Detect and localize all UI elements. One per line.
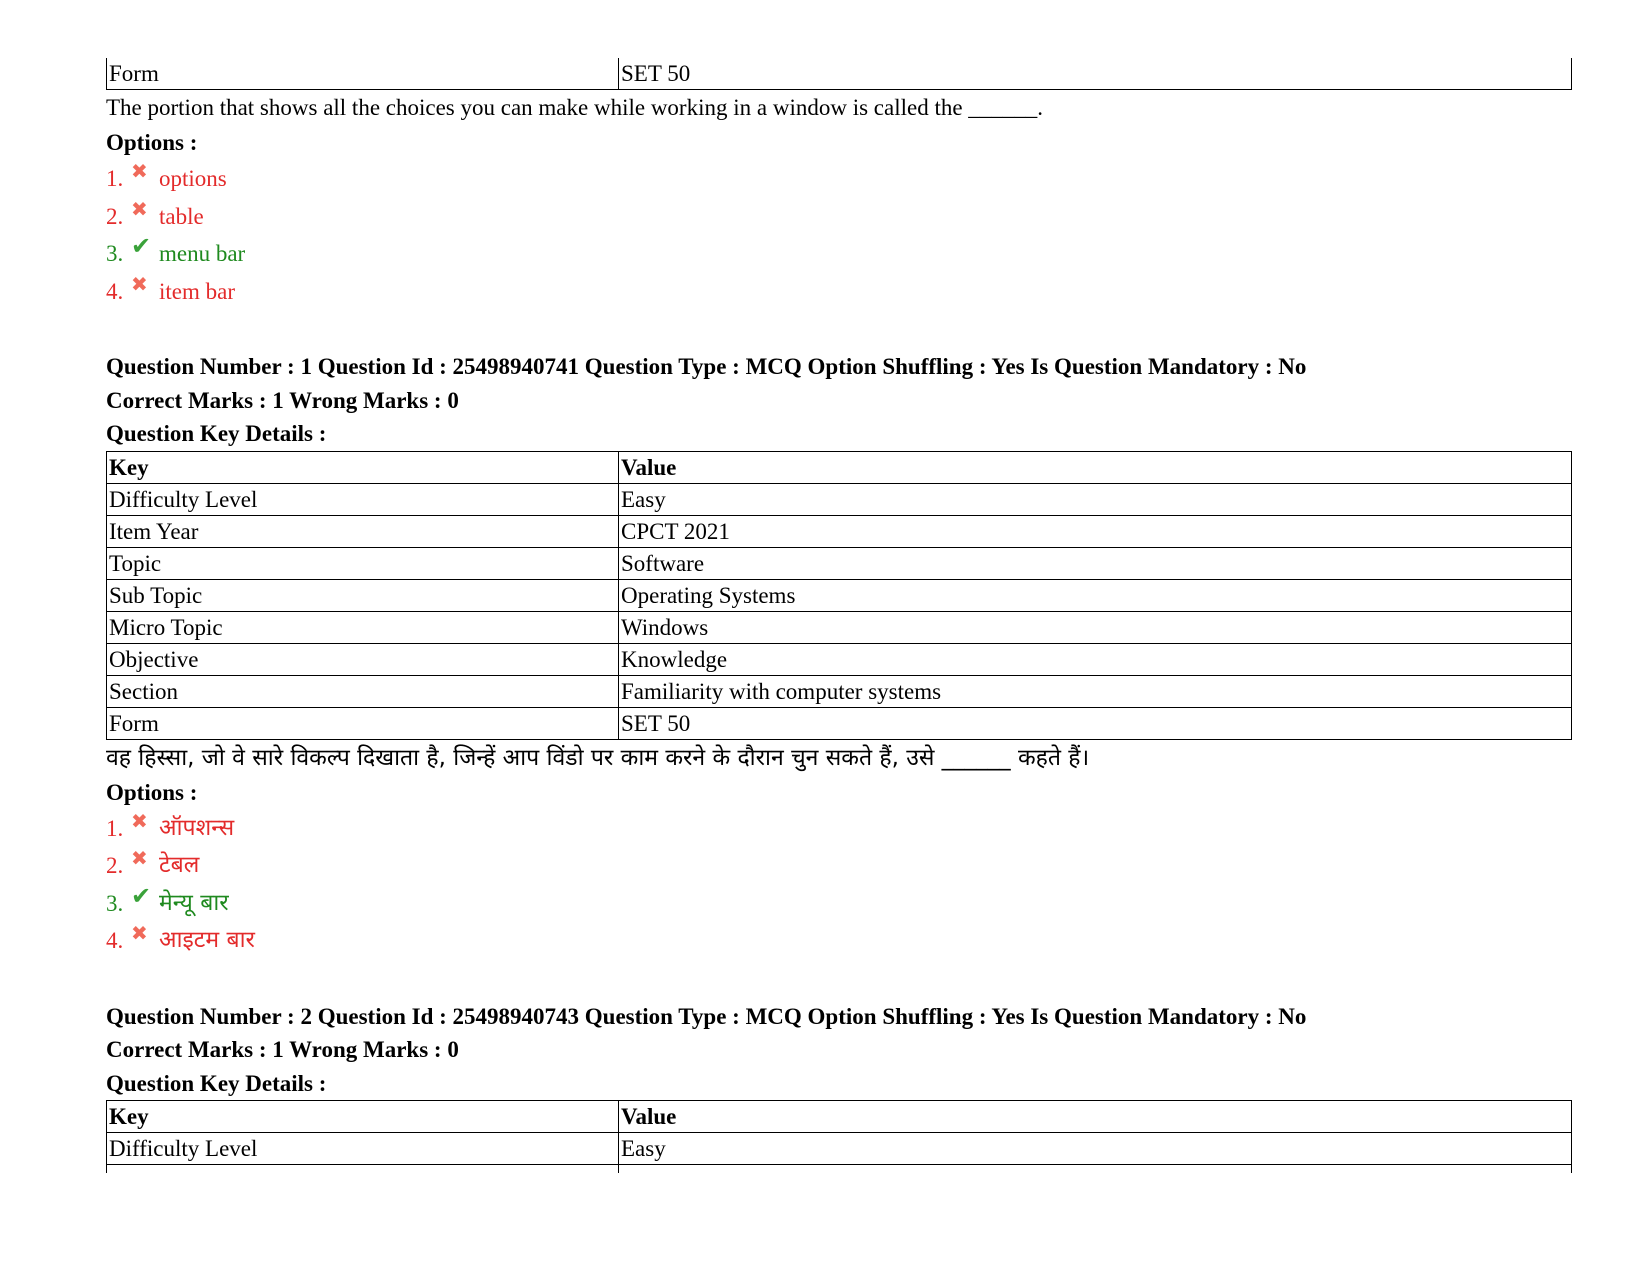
list-item xyxy=(106,885,1572,923)
table-header-row xyxy=(107,1101,1572,1133)
table-value-cell: Windows xyxy=(619,611,1572,643)
option-text: आइटम बार xyxy=(159,927,255,953)
option-number: 3. xyxy=(106,241,124,266)
question-marks: Correct Marks : 1 Wrong Marks : 0 xyxy=(106,387,459,413)
options-label: Options : xyxy=(106,779,198,805)
value-column-header: Value xyxy=(619,1101,1572,1133)
table-key-cell: Form xyxy=(107,707,619,739)
table-header-row xyxy=(107,451,1572,483)
value-column-header: Value xyxy=(619,451,1572,483)
cross-mark-icon: ✖ xyxy=(131,273,148,296)
option-number: 4. xyxy=(106,928,124,953)
table-row xyxy=(107,579,1572,611)
list-item xyxy=(106,198,1572,236)
check-mark-icon: ✔ xyxy=(131,883,152,910)
cross-mark-icon: ✖ xyxy=(131,161,148,183)
list-item xyxy=(106,273,1572,311)
table-row xyxy=(107,643,1572,675)
option-number: 3. xyxy=(106,890,124,916)
table-row xyxy=(107,707,1572,739)
table-key-cell xyxy=(107,1165,619,1174)
table-row xyxy=(107,1133,1572,1165)
table-value-cell: Knowledge xyxy=(619,643,1572,675)
option-text: टेबल xyxy=(159,852,200,878)
option-text: item bar xyxy=(159,278,235,304)
table-row xyxy=(107,515,1572,547)
options-label: Options : xyxy=(106,130,198,155)
table-value-cell: Easy xyxy=(619,1133,1572,1165)
table-key-cell: Micro Topic xyxy=(107,611,619,643)
option-text: menu bar xyxy=(159,241,246,266)
list-item xyxy=(106,922,1572,960)
table-value-cell: Operating Systems xyxy=(619,579,1572,611)
table-value-cell xyxy=(619,1165,1572,1174)
option-number: 2. xyxy=(106,203,124,229)
question-header: Question Number : 2 Question Id : 25498940743 Question Type : MCQ Option Shuffling : Yes Is Question Mandatory : No xyxy=(106,1003,1307,1029)
key-details-label: Question Key Details : xyxy=(106,421,327,446)
option-text: मेन्यू बार xyxy=(159,889,229,916)
table-key-cell: Sub Topic xyxy=(107,579,619,611)
option-number: 1. xyxy=(106,815,124,841)
document-page xyxy=(106,58,1572,1173)
top-key-table xyxy=(106,58,1572,90)
table-value-cell: CPCT 2021 xyxy=(619,515,1572,547)
table-row xyxy=(107,547,1572,579)
table-key-cell: Item Year xyxy=(107,515,619,547)
table-key-cell: Form xyxy=(107,58,619,90)
key-details-label: Question Key Details : xyxy=(106,1070,327,1096)
table-value-cell: Easy xyxy=(619,483,1572,515)
option-text: ऑपशन्स xyxy=(159,814,235,841)
cross-mark-icon: ✖ xyxy=(131,810,148,833)
question-text-hindi: वह हिस्सा, जो वे सारे विकल्प दिखाता है, जिन्हें आप विंडो पर काम करने के दौरान चुन सकते हैं, उसे ______ कहते हैं। xyxy=(106,744,1090,771)
cross-mark-icon: ✖ xyxy=(131,923,148,945)
cross-mark-icon: ✖ xyxy=(131,198,148,221)
key-column-header: Key xyxy=(107,1101,619,1133)
table-key-cell: Topic xyxy=(107,547,619,579)
key-column-header: Key xyxy=(107,451,619,483)
list-item xyxy=(106,810,1572,848)
table-key-cell: Objective xyxy=(107,643,619,675)
question-header: Question Number : 1 Question Id : 25498940741 Question Type : MCQ Option Shuffling : Yes Is Question Mandatory : No xyxy=(106,354,1307,379)
list-item xyxy=(106,235,1572,273)
table-row xyxy=(107,611,1572,643)
option-number: 4. xyxy=(106,278,124,304)
table-row xyxy=(107,58,1572,90)
list-item xyxy=(106,160,1572,198)
option-text: table xyxy=(159,203,204,229)
question-text-english: The portion that shows all the choices you can make while working in a window is called the ______. xyxy=(106,95,1044,120)
table-key-cell: Difficulty Level xyxy=(107,1133,619,1165)
table-value-cell: Familiarity with computer systems xyxy=(619,675,1572,707)
list-item xyxy=(106,847,1572,885)
cross-mark-icon: ✖ xyxy=(131,848,148,870)
table-row-partial xyxy=(107,1165,1572,1174)
options-list xyxy=(106,160,1572,310)
question-marks: Correct Marks : 1 Wrong Marks : 0 xyxy=(106,1037,459,1062)
table-key-cell: Section xyxy=(107,675,619,707)
table-row xyxy=(107,483,1572,515)
table-row xyxy=(107,675,1572,707)
check-mark-icon: ✔ xyxy=(131,234,152,260)
question-key-table xyxy=(106,451,1572,740)
question-key-table xyxy=(106,1100,1572,1173)
table-value-cell: Software xyxy=(619,547,1572,579)
table-value-cell: SET 50 xyxy=(619,58,1572,90)
table-value-cell: SET 50 xyxy=(619,707,1572,739)
option-number: 1. xyxy=(106,166,124,191)
option-number: 2. xyxy=(106,853,124,878)
option-text: options xyxy=(159,166,227,191)
table-key-cell: Difficulty Level xyxy=(107,483,619,515)
options-list xyxy=(106,810,1572,960)
